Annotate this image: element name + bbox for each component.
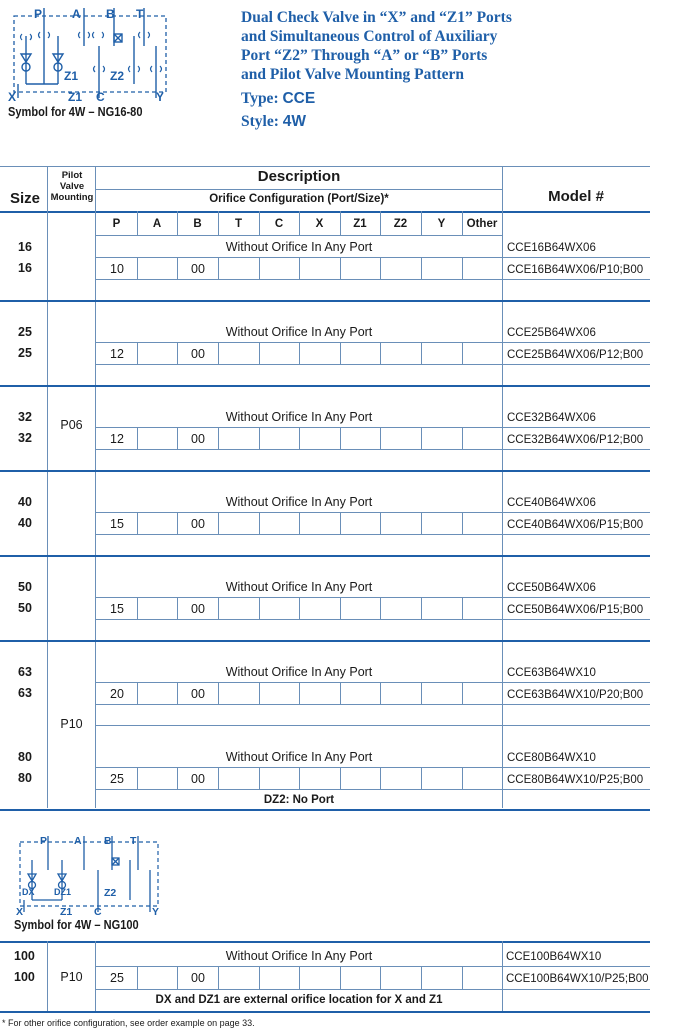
without-orifice-text: Without Orifice In Any Port (225, 410, 373, 424)
group-size-2: 50 (18, 601, 32, 615)
port-p-label: P (34, 7, 43, 21)
ng100-port-x-label: X (16, 906, 24, 916)
port-header-z2: Z2 (393, 218, 408, 230)
model-number-base: CCE40B64WX06 (507, 497, 596, 509)
without-orifice-text: Without Orifice In Any Port (225, 750, 373, 764)
symbol-caption-1: Symbol for 4W – NG16-80 (8, 104, 143, 119)
model-number-orifice: CCE40B64WX06/P15;B00 (507, 519, 644, 531)
style-label: Style: (241, 113, 279, 130)
ng100-port-z2-label: Z2 (104, 887, 117, 899)
without-orifice-text: Without Orifice In Any Port (225, 325, 373, 339)
group-size-2: 63 (18, 686, 32, 700)
table2-row-rule-2 (96, 989, 650, 990)
description-header: Description (257, 168, 341, 185)
model-number-base: CCE16B64WX06 (507, 242, 596, 254)
size-header: Size (10, 190, 41, 207)
group-size-2: 32 (18, 431, 32, 445)
b-orifice-value: 00 (191, 602, 205, 616)
table2-port-divider (462, 966, 463, 989)
style-value: 4W (282, 113, 307, 130)
title-line-4: and Pilot Valve Mounting Pattern (241, 66, 465, 83)
model-number-orifice: CCE16B64WX06/P10;B00 (507, 264, 644, 276)
ng100-port-y-label: Y (152, 906, 160, 916)
ng100-port-z1-label: Z1 (60, 906, 73, 916)
port-header-z1: Z1 (353, 218, 367, 230)
port-header-y: Y (437, 218, 446, 230)
ng100-port-dz1-label: DZ1 (54, 887, 72, 897)
group-size-1: 16 (18, 240, 32, 254)
group-size-1: 80 (18, 750, 32, 764)
group-size-2: 25 (18, 346, 32, 360)
port-b-label: B (106, 7, 115, 21)
model-number-orifice: CCE50B64WX06/P15;B00 (507, 604, 644, 616)
port-header-c: C (274, 218, 284, 230)
port-header-a: A (152, 218, 162, 230)
table2-top-rule (0, 941, 650, 943)
pilot-header-line-3: Mounting (50, 192, 94, 203)
p-orifice-value: 12 (110, 432, 124, 446)
pilot-p10: P10 (60, 717, 83, 731)
model-number-base: CCE80B64WX10 (507, 752, 596, 764)
port-z1b-label: Z1 (68, 90, 83, 102)
table2-row-rule-1 (96, 966, 650, 967)
p-orifice-value: 25 (110, 772, 124, 786)
group-size-1: 25 (18, 325, 32, 339)
model-number-orifice: CCE25B64WX06/P12;B00 (507, 349, 644, 361)
table2-without-orifice: Without Orifice In Any Port (225, 949, 373, 963)
pilot-header-line-1: Pilot (61, 170, 83, 181)
port-a-label: A (72, 7, 81, 21)
table2-bottom-rule (0, 1011, 650, 1013)
group-size-2: 16 (18, 261, 32, 275)
ng100-port-b-label: B (104, 835, 112, 847)
title-line-3: Port “Z2” Through “A” or “B” Ports (241, 47, 488, 64)
symbol-caption-2: Symbol for 4W – NG100 (14, 917, 139, 932)
table2-port-divider (380, 966, 381, 989)
pilot-header-line-2: Valve (59, 181, 85, 192)
port-x-label: X (8, 90, 17, 102)
type-value: CCE (282, 90, 316, 107)
model-number-base: CCE50B64WX06 (507, 582, 596, 594)
table2-port-divider (137, 966, 138, 989)
pilot-p06: P06 (60, 418, 83, 432)
group-size-1: 50 (18, 580, 32, 594)
table2-port-divider (177, 966, 178, 989)
p-orifice-value: 12 (110, 347, 124, 361)
port-z2-label: Z2 (110, 69, 125, 83)
model-number-base: CCE32B64WX06 (507, 412, 596, 424)
group-size-1: 32 (18, 410, 32, 424)
p-orifice-value: 20 (110, 687, 124, 701)
port-header-b: B (193, 218, 202, 230)
table2-port-divider (299, 966, 300, 989)
p-orifice-value: 15 (110, 517, 124, 531)
without-orifice-text: Without Orifice In Any Port (225, 580, 373, 594)
model-header: Model # (548, 188, 604, 205)
b-orifice-value: 00 (191, 262, 205, 276)
group-size-2: 80 (18, 771, 32, 785)
dz2-note: DZ2: No Port (263, 794, 335, 806)
table2-p-value: 25 (110, 971, 124, 985)
ng100-port-t-label: T (130, 835, 137, 847)
table2-pilot-right-rule (95, 941, 96, 1011)
port-header-t: T (234, 218, 243, 230)
port-header-other: Other (466, 218, 498, 230)
b-orifice-value: 00 (191, 772, 205, 786)
table2-model-1: CCE100B64WX10 (506, 951, 602, 963)
port-header-x: X (315, 218, 324, 230)
b-orifice-value: 00 (191, 347, 205, 361)
table2-port-divider (421, 966, 422, 989)
without-orifice-text: Without Orifice In Any Port (225, 240, 373, 254)
without-orifice-text: Without Orifice In Any Port (225, 665, 373, 679)
table2-b-value: 00 (191, 971, 205, 985)
table2-model-2: CCE100B64WX10/P25;B00 (506, 973, 649, 985)
b-orifice-value: 00 (191, 517, 205, 531)
table2-note: DX and DZ1 are external orifice location for X and Z1 (155, 994, 443, 1006)
model-number-orifice: CCE80B64WX10/P25;B00 (507, 774, 644, 786)
model-number-orifice: CCE63B64WX10/P20;B00 (507, 689, 644, 701)
ng100-port-p-label: P (40, 835, 48, 847)
model-number-base: CCE25B64WX06 (507, 327, 596, 339)
table2-size-1: 100 (14, 949, 35, 963)
table2-pilot: P10 (60, 970, 83, 984)
p-orifice-value: 10 (110, 262, 124, 276)
without-orifice-text: Without Orifice In Any Port (225, 495, 373, 509)
ng100-port-dx-label: DX (22, 887, 35, 897)
ng100-port-a-label: A (74, 835, 82, 847)
table2-port-divider (259, 966, 260, 989)
port-z1-label: Z1 (64, 69, 79, 83)
table2-pilot-left-rule (47, 941, 48, 1011)
port-header-p: P (112, 218, 121, 230)
port-y-label: Y (156, 90, 165, 102)
orifice-header: Orifice Configuration (Port/Size)* (209, 193, 389, 205)
model-number-base: CCE63B64WX10 (507, 667, 596, 679)
port-c-label: C (96, 90, 105, 102)
port-t-label: T (136, 7, 144, 21)
table2-port-divider (218, 966, 219, 989)
ng100-port-c-label: C (94, 906, 102, 916)
b-orifice-value: 00 (191, 687, 205, 701)
table2-model-left-rule (502, 941, 503, 1011)
group-size-1: 63 (18, 665, 32, 679)
title-line-2: and Simultaneous Control of Auxiliary (241, 28, 498, 45)
footnote: * For other orifice configuration, see order example on page 33. (2, 1018, 255, 1028)
model-number-orifice: CCE32B64WX06/P12;B00 (507, 434, 644, 446)
table2-size-2: 100 (14, 970, 35, 984)
b-orifice-value: 00 (191, 432, 205, 446)
type-label: Type: (241, 90, 279, 107)
title-line-1: Dual Check Valve in “X” and “Z1” Ports (241, 9, 512, 26)
p-orifice-value: 15 (110, 602, 124, 616)
table2-port-divider (340, 966, 341, 989)
group-size-2: 40 (18, 516, 32, 530)
group-size-1: 40 (18, 495, 32, 509)
